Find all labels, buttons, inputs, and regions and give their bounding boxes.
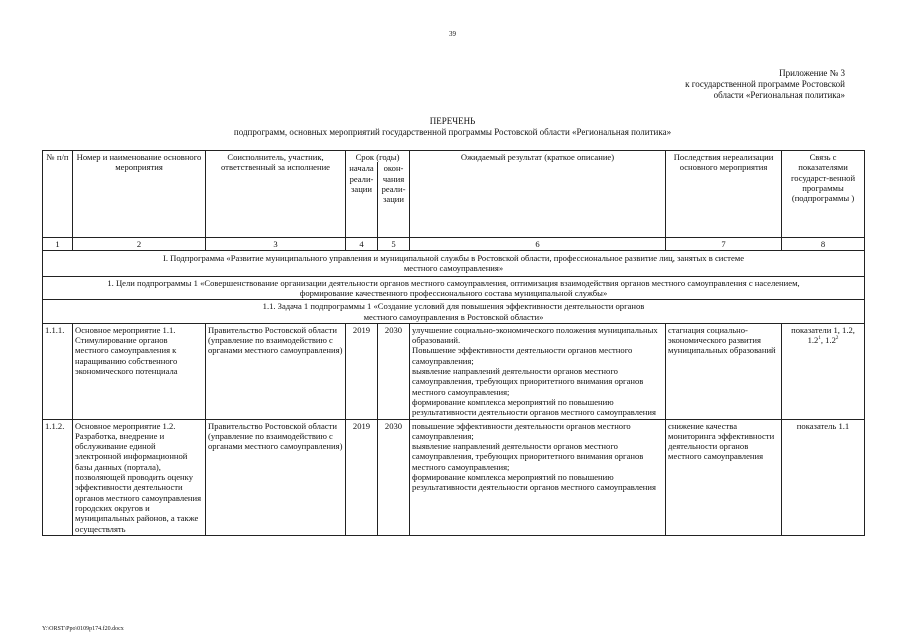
measure-result <box>410 323 666 419</box>
result-line: Повышение эффективности деятельности органов местного самоуправления; <box>412 345 633 366</box>
title-line-1: ПЕРЕЧЕНЬ <box>429 116 476 126</box>
header-num: № п/п <box>43 151 73 238</box>
measure-name: Основное мероприятие 1.2. Разработка, внедрение и обслуживание единой электронной информационной базы данных (портала), позволяющей проводить оценку эффективности деятельности органов местного самоуправления городских округов и муниципальных районов, а также осуществлять <box>73 419 206 535</box>
col-number-3: 3 <box>206 237 346 250</box>
appendix-note <box>685 68 845 101</box>
measure-executor: Правительство Ростовской области (управление по взаимодействию с органами местного самоуправления) <box>206 323 346 419</box>
file-path-footer: Y:\ORST\Ppo\0109p174.f20.docx <box>42 626 124 632</box>
measure-result <box>410 419 666 535</box>
result-line: повышение эффективности деятельности органов местного самоуправления; <box>412 420 631 441</box>
header-link: Связь с показателями государст-венной программы (подпрограммы ) <box>782 151 865 238</box>
appendix-line-3: области «Региональная политика» <box>713 90 845 100</box>
col-number-1: 1 <box>43 237 73 250</box>
measure-name: Основное мероприятие 1.1. Стимулирование органов местного самоуправления к наращиванию собственного экономического потенциала <box>73 323 206 419</box>
result-line: формирование комплекса мероприятий по повышению результативности деятельности органов местного самоуправления <box>412 396 656 418</box>
col-number-8: 8 <box>782 237 865 250</box>
goal-row <box>43 276 865 300</box>
link-text-mid: , 1.2 <box>820 335 836 346</box>
link-superscript: 2 <box>835 336 839 342</box>
col-number-7: 7 <box>666 237 782 250</box>
measure-link <box>782 323 865 419</box>
col-number-6: 6 <box>410 237 666 250</box>
document-title <box>0 116 905 138</box>
measure-consequences: стагнация социально-экономического развития муниципальных образований <box>666 323 782 419</box>
header-consequences: Последствия нереализации основного мероприятия <box>666 151 782 238</box>
row-number: 1.1.1. <box>43 323 73 419</box>
appendix-line-2: к государственной программе Ростовской <box>685 79 845 89</box>
col-number-5: 5 <box>378 237 410 250</box>
header-result: Ожидаемый результат (краткое описание) <box>410 151 666 238</box>
col-number-4: 4 <box>346 237 378 250</box>
measure-start-year: 2019 <box>346 419 378 535</box>
measure-executor: Правительство Ростовской области (управление по взаимодействию с органами местного самоуправления) <box>206 419 346 535</box>
subprogram-row <box>43 251 865 277</box>
result-line: выявление направлений деятельности органов местного самоуправления, требующих приоритетного внимания органов местного самоуправления; <box>412 366 644 397</box>
result-line: формирование комплекса мероприятий по повышению результативности деятельности органов местного самоуправления <box>412 472 656 493</box>
appendix-line-1: Приложение № 3 <box>779 68 845 78</box>
column-numbers-row <box>43 237 865 250</box>
link-superscript: 1 <box>818 336 821 342</box>
task-heading: 1.1. Задача 1 подпрограммы 1 «Создание условий для повышения эффективности деятельности органов местного самоуправления в Ростовской области» <box>43 300 865 324</box>
page-number: 39 <box>449 30 456 38</box>
result-line: выявление направлений деятельности органов местного самоуправления, требующих приоритетного внимания органов местного самоуправления; <box>412 441 644 472</box>
task-row <box>43 300 865 324</box>
row-number: 1.1.2. <box>43 419 73 535</box>
measure-end-year: 2030 <box>378 419 410 535</box>
goal-heading: 1. Цели подпрограммы 1 «Совершенствование организации деятельности органов местного самоуправления, оптимизация взаимодействия органов местного самоуправления с населением, формирование качественного профессионального состава муниципальной службы» <box>43 276 865 300</box>
measure-link: показатель 1.1 <box>782 419 865 535</box>
col-number-2: 2 <box>73 237 206 250</box>
header-executor: Соисполнитель, участник, ответственный за исполнение <box>206 151 346 238</box>
measure-consequences: снижение качества мониторинга эффективности деятельности органов местного самоуправления <box>666 419 782 535</box>
header-name: Номер и наименование основного мероприятия <box>73 151 206 238</box>
result-line: улучшение социально-экономического положения муниципальных образований. <box>412 324 658 346</box>
title-line-2: подпрограмм, основных мероприятий государственной программы Ростовской области «Региональная политика» <box>233 127 672 137</box>
link-text: показатели 1, 1.2, 1.2 <box>791 324 855 346</box>
header-start: начала реали-зации <box>346 162 378 237</box>
measure-end-year: 2030 <box>378 323 410 419</box>
header-row <box>43 151 865 163</box>
header-term: Срок (годы) <box>346 151 410 163</box>
subprogram-heading: I. Подпрограмма «Развитие муниципального управления и муниципальной службы в Ростовской области, профессиональное развитие лиц, занятых в системе местного самоуправления» <box>43 251 865 277</box>
header-end: окон-чания реали-зации <box>378 162 410 237</box>
table-row <box>43 323 865 419</box>
measures-table <box>42 150 865 536</box>
table-row <box>43 419 865 535</box>
measure-start-year: 2019 <box>346 323 378 419</box>
